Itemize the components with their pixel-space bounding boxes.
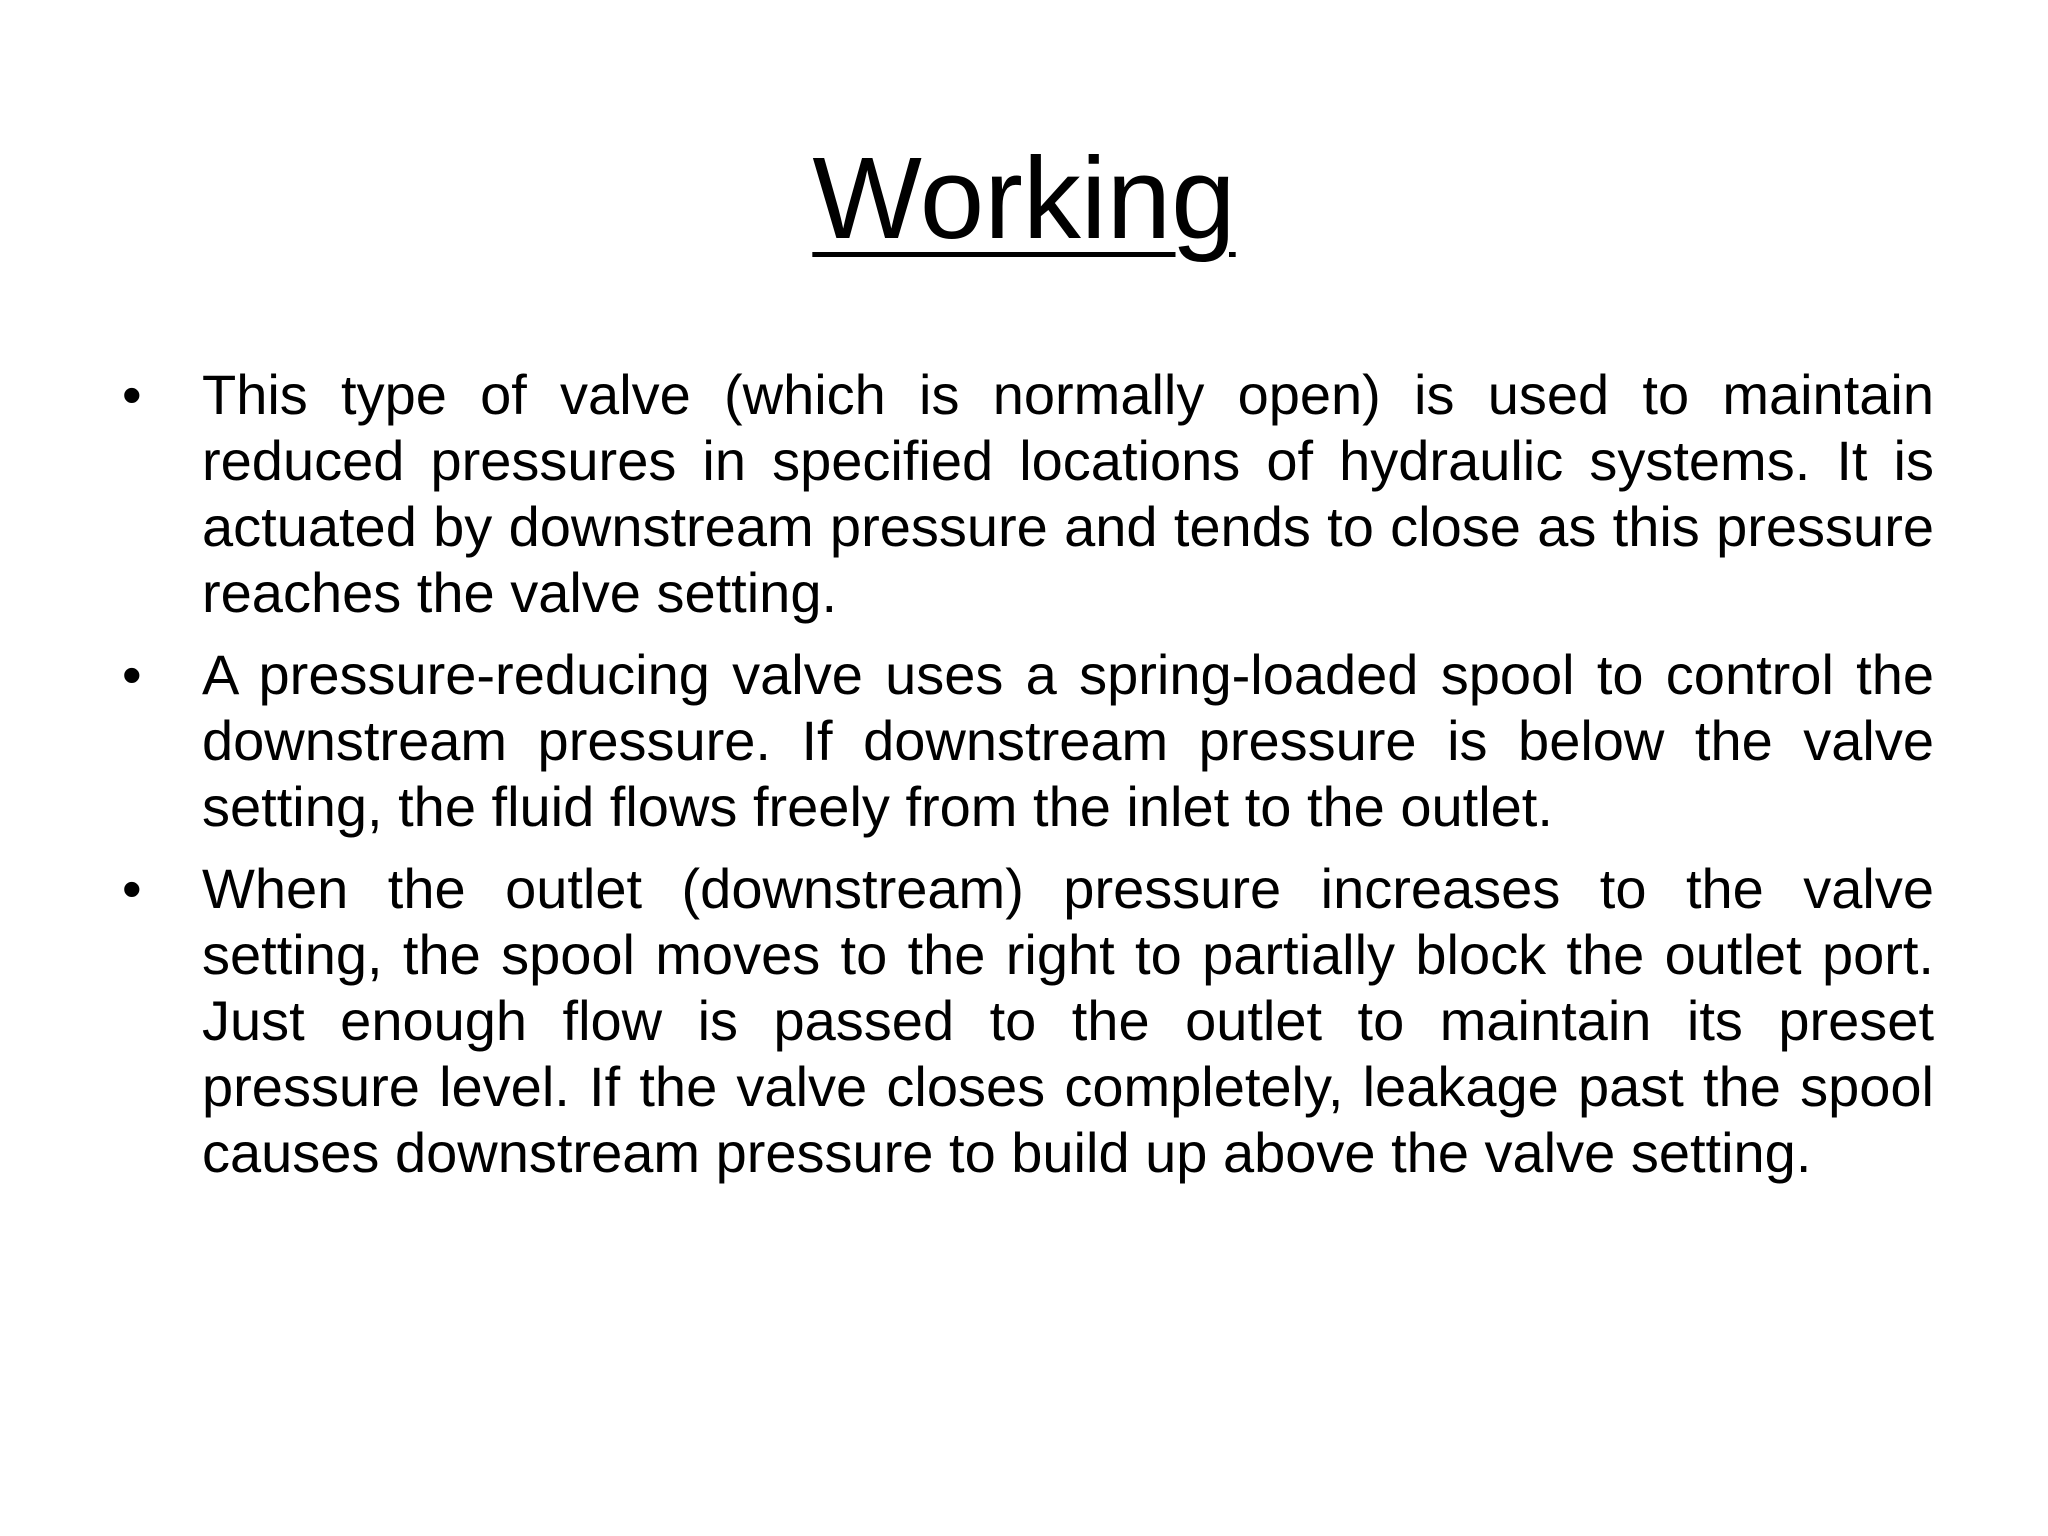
bullet-marker: • <box>122 363 142 426</box>
bullet-item <box>122 642 1934 840</box>
slide-title-text: Working <box>812 133 1236 263</box>
bullet-text: A pressure-reducing valve uses a spring-loaded spool to control the downstream pressure. If downstream pressure is below the valve setting, the fluid flows freely from the inlet to the outlet. <box>202 643 1934 838</box>
bullet-text: When the outlet (downstream) pressure increases to the valve setting, the spool moves to the right to partially block the outlet port. Just enough flow is passed to the outlet to maintain its preset pressure level. If the valve closes completely, leakage past the spool causes downstream pressure to build up above the valve setting. <box>202 857 1934 1184</box>
bullet-marker: • <box>122 857 142 920</box>
bullet-item <box>122 856 1934 1186</box>
bullet-marker: • <box>122 643 142 706</box>
bullet-text: This type of valve (which is normally open) is used to maintain reduced pressures in specified locations of hydraulic systems. It is actuated by downstream pressure and tends to close as this pressure reaches the valve setting. <box>202 363 1934 624</box>
slide-title <box>0 128 2048 268</box>
bullet-item <box>122 362 1934 626</box>
bullet-list <box>122 362 1934 1202</box>
